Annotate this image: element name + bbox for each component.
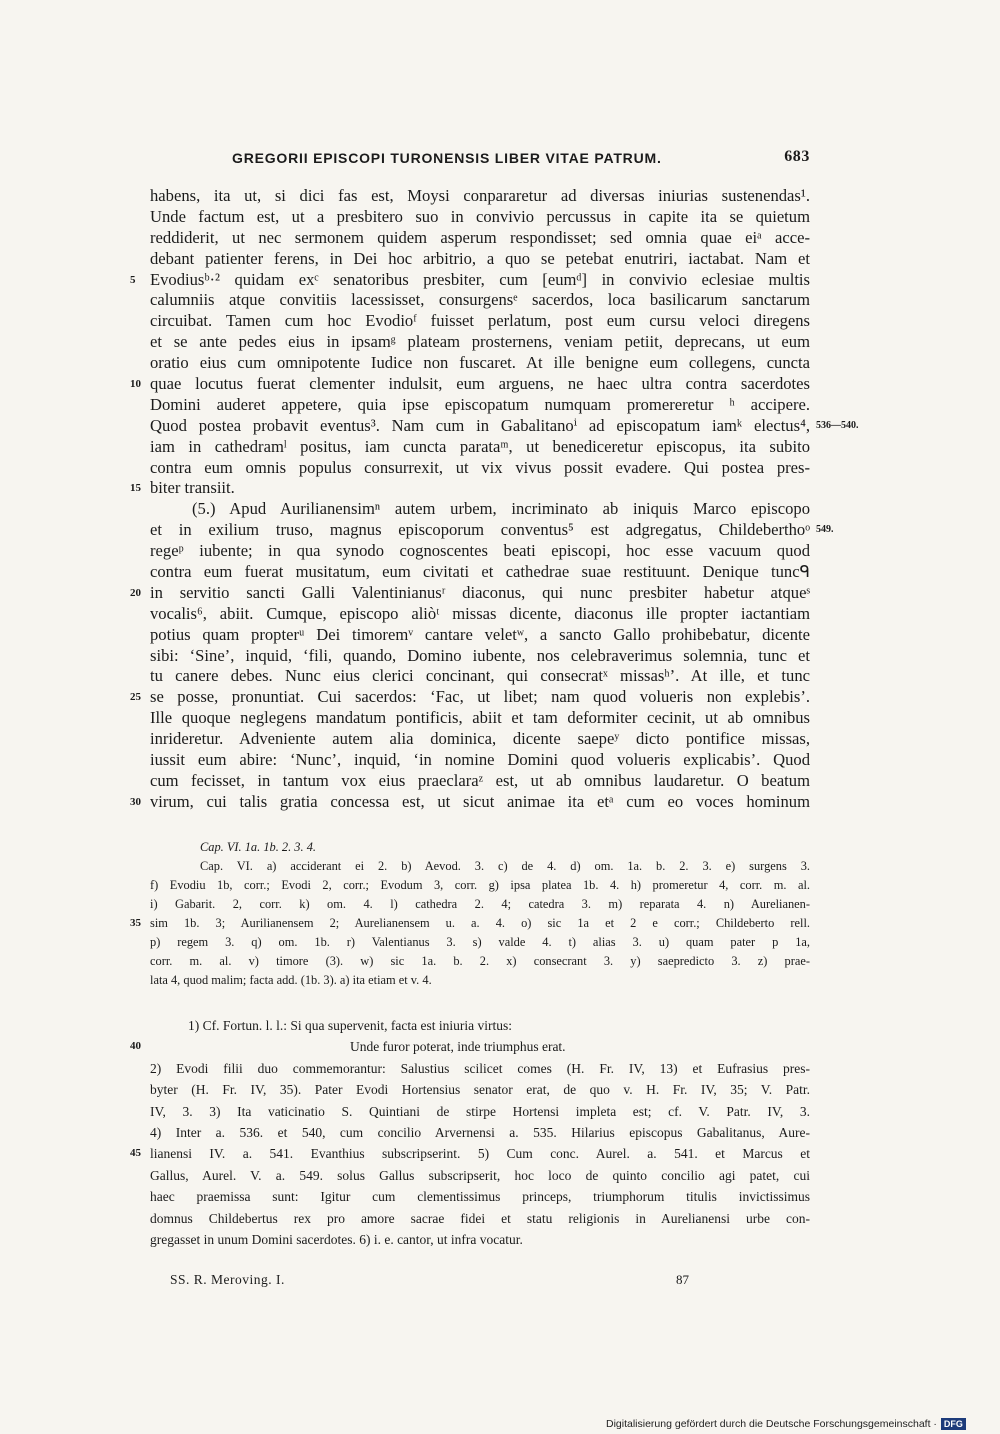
text-line: habens, ita ut, si dici fas est, Moysi conpararetur ad diversas iniurias sustenendas¹.: [150, 186, 810, 205]
text-line: sibi: ‘Sine’, inquid, ‘fili, quando, Domino iubente, nos celebraverimus solemnia, tunc et: [150, 645, 810, 665]
text-line: (5.) Apud Aurilianensimⁿ autem urbem, incriminato ab iniquis Marco episcopo: [192, 499, 810, 519]
footnote-line: 40 Unde furor poterat, inde triumphus erat.: [150, 1036, 810, 1057]
footnote-line: IV, 3. 3) Ita vaticinatio S. Quintiani de stirpe Hortensi impleta est; cf. V. Patr. IV, 3.: [150, 1103, 810, 1119]
text-line: 10 quae locutus fuerat clementer indulsit, eum arguens, ne haec ultra contra sacerdotes: [130, 374, 810, 394]
line-number: 45: [130, 1147, 141, 1160]
footnotes: [130, 1015, 810, 1250]
text-line: potius quam propterᵘ Dei timoremᵛ cantare veletʷ, a sancto Gallo prohibebatur, dicente: [150, 624, 810, 644]
line-number: 30: [130, 795, 141, 808]
margin-date: 536—540.: [816, 419, 859, 431]
text-line: cum fecisset, in tantum vox eius praeclaraᶻ est, ut ab omnibus laudaretur. O beatum: [150, 770, 810, 790]
text-line: Ille quoque neglegens mandatum pontificis, abiit et tam deformiter cecinit, ut ab omnibus: [150, 708, 810, 728]
text-line: debant patienter ferens, in Dei hoc arbitrio, a quo se petebat enutriri, iactabat. Nam et: [150, 248, 810, 268]
text-line: et se ante pedes eius in ipsamᵍ plateam prosternens, veniam petiit, deprecans, ut eum: [150, 332, 810, 352]
dfg-logo: DFG: [941, 1418, 966, 1430]
text-line: iam in cathedramˡ positus, iam cuncta parataᵐ, ut benediceretur episcopus, ita subito: [150, 436, 810, 456]
footnote-line: 4) Inter a. 536. et 540, cum concilio Arvernensi a. 535. Hilarius episcopus Gabalitanus, Aure-: [150, 1124, 810, 1140]
text-line: et in exilium truso, magnus episcoporum conventus⁵ est adgregatus, Childeberthoᵒ 549.: [150, 520, 834, 540]
text-line: 15 biter transiit.: [130, 478, 235, 498]
margin-date: 549.: [816, 524, 834, 536]
text-line: inrideretur. Adveniente autem alia dominica, dicente saepeʸ dicto pontifice missas,: [150, 729, 810, 749]
line-number: 10: [130, 378, 141, 391]
text-line: iussit eum abire: ‘Nunc’, inquid, ‘in nomine Domini quod volueris explicabis’. Quod: [150, 750, 810, 770]
line-number: 5: [130, 273, 136, 286]
apparatus-line: Cap. VI. a) acciderant ei 2. b) Aevod. 3. c) de 4. d) om. 1a. b. 2. 3. e) surgens 3.: [200, 859, 810, 873]
text-line: contra eum omnis populus consurrexit, ut vix vivus possit evadere. Qui postea pres-: [150, 457, 810, 477]
text-line: 20 in servitio sancti Galli Valentinianusʳ diaconus, qui nunc presbiter habetur atqueˢ: [130, 582, 810, 602]
footnote-line: 1) Cf. Fortun. l. l.: Si qua supervenit, facta est iniuria virtus:: [188, 1018, 512, 1033]
text-line: Domini auderet appetere, quia ipse episcopatum numquam promereretur ʰ accipere.: [150, 394, 810, 414]
text-line: contra eum fuerat musitatum, eum civitati et cathedrae suae restituunt. Denique tuncᑫ: [150, 562, 810, 582]
footnote-line: domnus Childebertus rex pro amore sacrae fidei et statu religionis in Aurelianensi urbe con-: [150, 1210, 810, 1226]
text-line: 5 Evodiusᵇ·² quidam exᶜ senatoribus presbiter, cum [eumᵈ] in convivio eclesiae multis: [130, 269, 810, 289]
apparatus-line: lata 4, quod malim; facta add. (1b. 3). a) ita etiam et v. 4.: [150, 973, 432, 987]
line-number: 35: [130, 917, 141, 929]
line-number: 15: [130, 482, 141, 495]
page-number: 683: [784, 148, 810, 165]
footnote-line: gregasset in unum Domini sacerdotes. 6) i. e. cantor, ut infra vocatur.: [150, 1231, 523, 1247]
line-number: 25: [130, 691, 141, 704]
apparatus-line: f) Evodiu 1b, corr.; Evodi 2, corr.; Evodum 3, corr. g) ipsa platea 1b. 4. h) promeretur 4, corr. m. al.: [150, 878, 810, 892]
text-line: calumniis atque convitiis lacessisset, consurgensᵉ sacerdos, loca basilicarum sanctarum: [150, 290, 810, 310]
sheet-number: 87: [676, 1272, 689, 1287]
text-line: circuibat. Tamen cum hoc Evodioᶠ fuisset perlatum, post eum cursu veloci diregens: [150, 311, 810, 331]
text-line: regeᵖ iubente; in qua synodo cognoscentes beati episcopi, hoc esse vacuum quod: [150, 541, 810, 561]
text-line: Quod postea probavit eventus³. Nam cum in Gabalitanoⁱ ad episcopatum iamᵏ electus⁴, 536—540.: [150, 415, 859, 435]
footnote-line: Gallus, Aurel. V. a. 549. solus Gallus subscripserit, hoc loco de quinto concilio agi patet, cui: [150, 1167, 810, 1183]
line-number: 40: [130, 1040, 141, 1053]
critical-apparatus: [130, 838, 810, 990]
dfg-credit-text: Digitalisierung gefördert durch die Deutsche Forschungsgemeinschaft ·: [606, 1418, 937, 1430]
text-line: reddiderit, ut nec sermonem quidem asperum respondisset; sed omnia quae eiᵃ acce-: [150, 227, 810, 247]
apparatus-line: corr. m. al. v) timore (3). w) sic 1a. b. 2. x) consecrant 3. y) saepredicto 3. z) prae-: [150, 954, 810, 968]
footnote-line: 2) Evodi filii duo commemorantur: Salustius scilicet comes (H. Fr. IV, 13) et Eufrasius pres-: [150, 1060, 810, 1076]
footnote-line: haec praemissa sunt: Igitur cum clementissimus princeps, triumphorum titulis invictissimus: [150, 1189, 810, 1205]
apparatus-line: 35 sim 1b. 3; Aurilianensem 2; Aurelianensem u. a. 4. o) sic 1a et 2 e corr.; Childeberto rell.: [150, 914, 810, 933]
text-line: oratio eius cum omnipotente Iudice non fuscaret. At ille benigne eum collegens, cuncta: [150, 353, 810, 373]
text-line: tu canere debes. Nunc eius clerici concinant, qui consecratˣ missasʰ’. At ille, et tunc: [150, 666, 810, 686]
main-text: [130, 186, 859, 813]
running-title: GREGORII EPISCOPI TURONENSIS LIBER VITAE PATRUM.: [232, 150, 662, 166]
signature-mark: SS. R. Meroving. I.: [170, 1272, 285, 1287]
text-line: 25 se posse, pronuntiat. Cui sacerdos: ‘Fac, ut libet; nam quod volueris non explebis’.: [130, 687, 810, 707]
apparatus-line: p) regem 3. q) om. 1b. r) Valentianus 3. s) valde 4. t) alias 3. u) quam pater p 1a,: [150, 935, 810, 949]
footnote-line: byter (H. Fr. IV, 35). Pater Evodi Hortensius senator erat, de quo v. H. Fr. IV, 35; V. Patr.: [150, 1082, 810, 1098]
text-line: 30 virum, cui talis gratia concessa est, ut sicut animae ita etᵃ cum eo voces hominum: [130, 791, 810, 811]
apparatus-line: Cap. VI. 1a. 1b. 2. 3. 4.: [200, 840, 316, 854]
line-number: 20: [130, 586, 141, 599]
text-line: vocalis⁶, abiit. Cumque, episcopo aliòᵗ missas dicente, diaconus ille propter iactantiam: [150, 603, 810, 623]
footnote-line: 45 lianensi IV. a. 541. Evanthius subscripserint. 5) Cum conc. Aurel. a. 541. et Marcus et: [150, 1143, 810, 1164]
dfg-credit[interactable]: [606, 1418, 966, 1430]
text-line: Unde factum est, ut a presbitero suo in convivio percussus in capite ita se quietum: [150, 206, 810, 226]
apparatus-line: i) Gabarit. 2, corr. k) om. 4. l) cathedra 2. 4; catedra 3. m) reparata 4. n) Aurelianen-: [150, 897, 810, 911]
